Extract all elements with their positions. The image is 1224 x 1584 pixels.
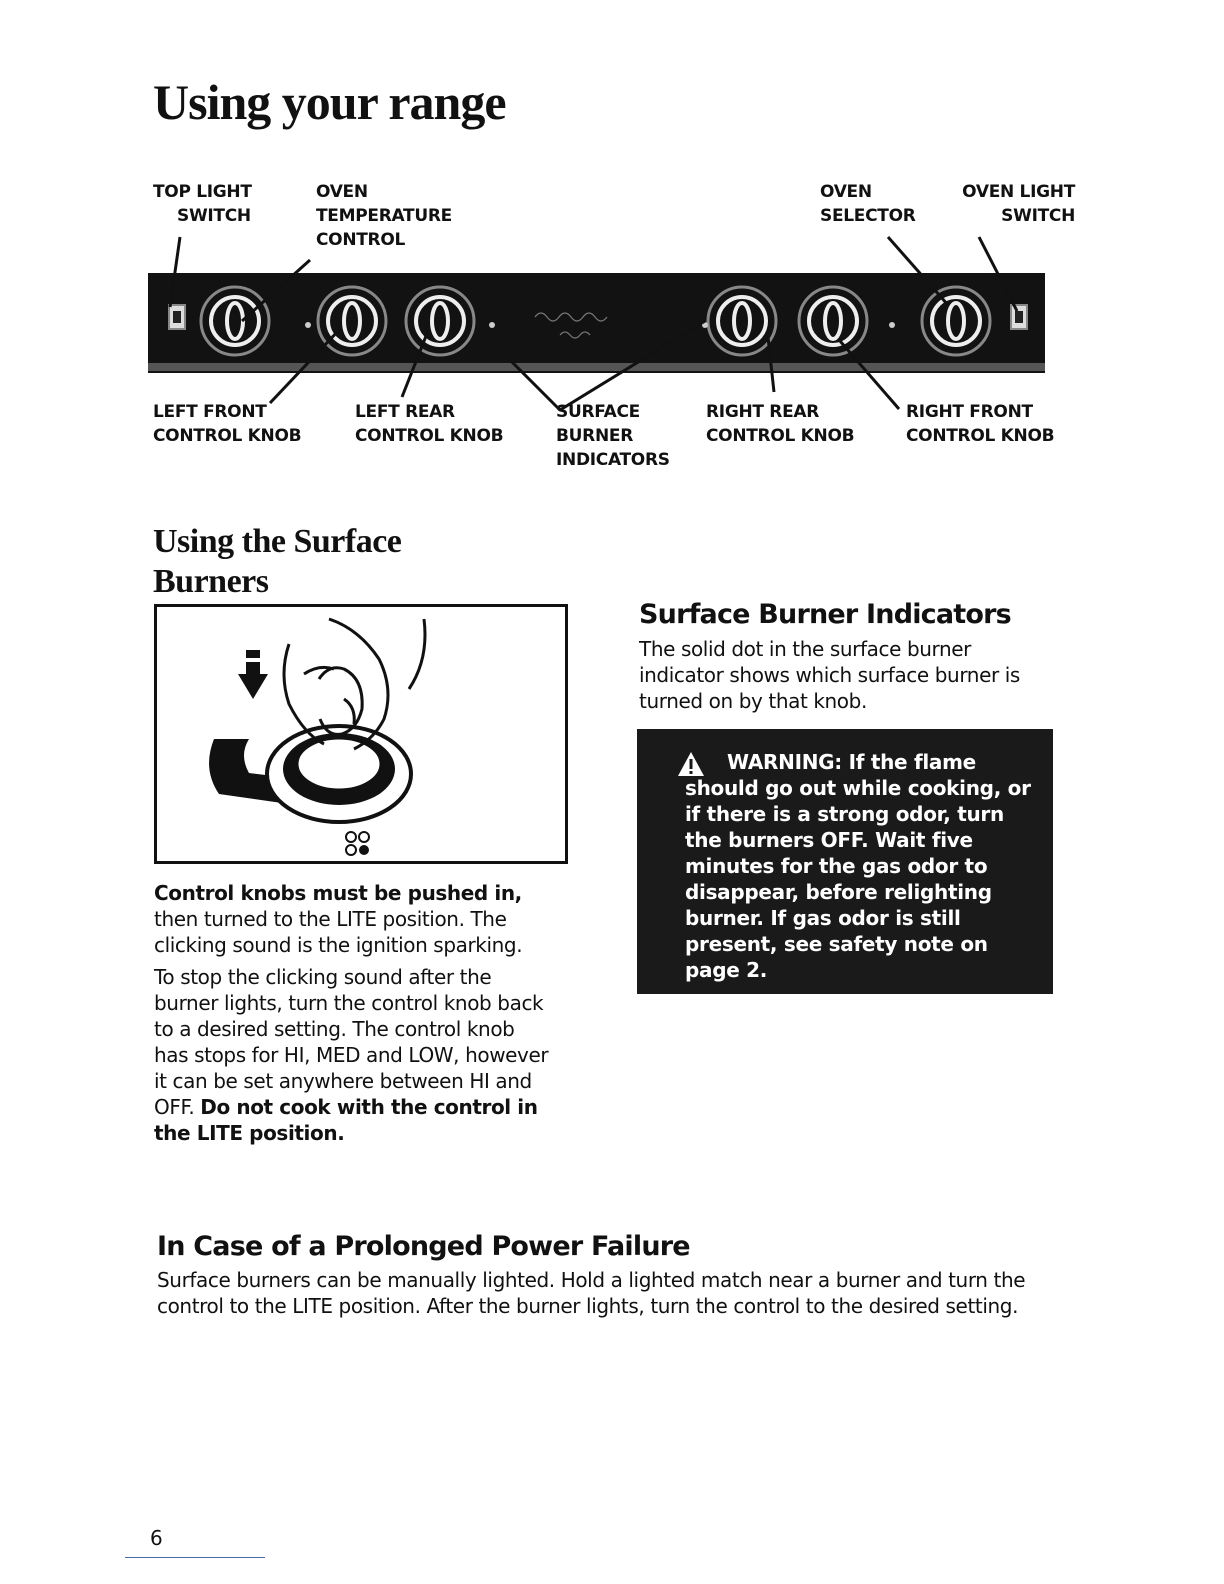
top-light-switch-icon bbox=[169, 305, 185, 329]
surface-burners-heading: Using the Surface Burners bbox=[153, 523, 402, 600]
right-rear-knob-label: RIGHT REAR CONTROL KNOB bbox=[706, 402, 855, 446]
page-number: 6 bbox=[150, 1526, 163, 1550]
push-knob-illustration bbox=[154, 604, 568, 864]
warning-rest: cooking, or if there is a strong odor, turn the burners OFF. Wait five minutes for the gas odor to disappear, before relighting burner. If gas odor is still present, see safety note on page 2. bbox=[685, 776, 1031, 982]
instructions-paragraph-1: Control knobs must be pushed in, then turned to the LITE position. The clicking sound is the ignition sparking. bbox=[154, 881, 523, 957]
top-light-switch-label: TOP LIGHT SWITCH bbox=[153, 182, 252, 226]
surface-burner-indicators-label: SURFACE BURNER INDICATORS bbox=[556, 402, 670, 470]
oven-light-switch-icon bbox=[1011, 305, 1027, 329]
warning-box bbox=[637, 729, 1053, 994]
left-rear-knob-label: LEFT REAR CONTROL KNOB bbox=[355, 402, 504, 446]
indicators-heading: Surface Burner Indicators bbox=[639, 599, 1011, 630]
instructions-paragraph-2: To stop the clicking sound after the burner lights, turn the control knob back to a desired setting. The control knob has stops for HI, MED and LOW, however it can be set anywhere between HI and OFF. Do not cook with the control in the LITE position. bbox=[154, 965, 549, 1145]
indicators-text: The solid dot in the surface burner indicator shows which surface burner is turned on by that knob. bbox=[639, 637, 1020, 713]
control-panel-diagram bbox=[140, 225, 1060, 410]
warning-triangle-icon bbox=[677, 751, 705, 777]
power-failure-text: Surface burners can be manually lighted. Hold a lighted match near a burner and turn the control to the LITE position. After the burner lights, turn the control to the desired setting. bbox=[157, 1268, 1026, 1318]
power-failure-heading: In Case of a Prolonged Power Failure bbox=[157, 1231, 690, 1262]
knob-icon bbox=[267, 726, 411, 822]
left-front-knob-label: LEFT FRONT CONTROL KNOB bbox=[153, 402, 302, 446]
surface-burners-instructions bbox=[154, 880, 554, 1146]
page-title: Using your range bbox=[153, 74, 506, 130]
footer-rule bbox=[125, 1557, 265, 1558]
oven-temperature-control-label: OVEN TEMPERATURE CONTROL bbox=[316, 182, 452, 250]
oven-light-switch-label: OVEN LIGHT SWITCH bbox=[962, 182, 1075, 226]
warning-first: WARNING: If the flame should go out while bbox=[685, 750, 976, 800]
oven-selector-label: OVEN SELECTOR bbox=[820, 182, 916, 226]
right-front-knob-label: RIGHT FRONT CONTROL KNOB bbox=[906, 402, 1055, 446]
